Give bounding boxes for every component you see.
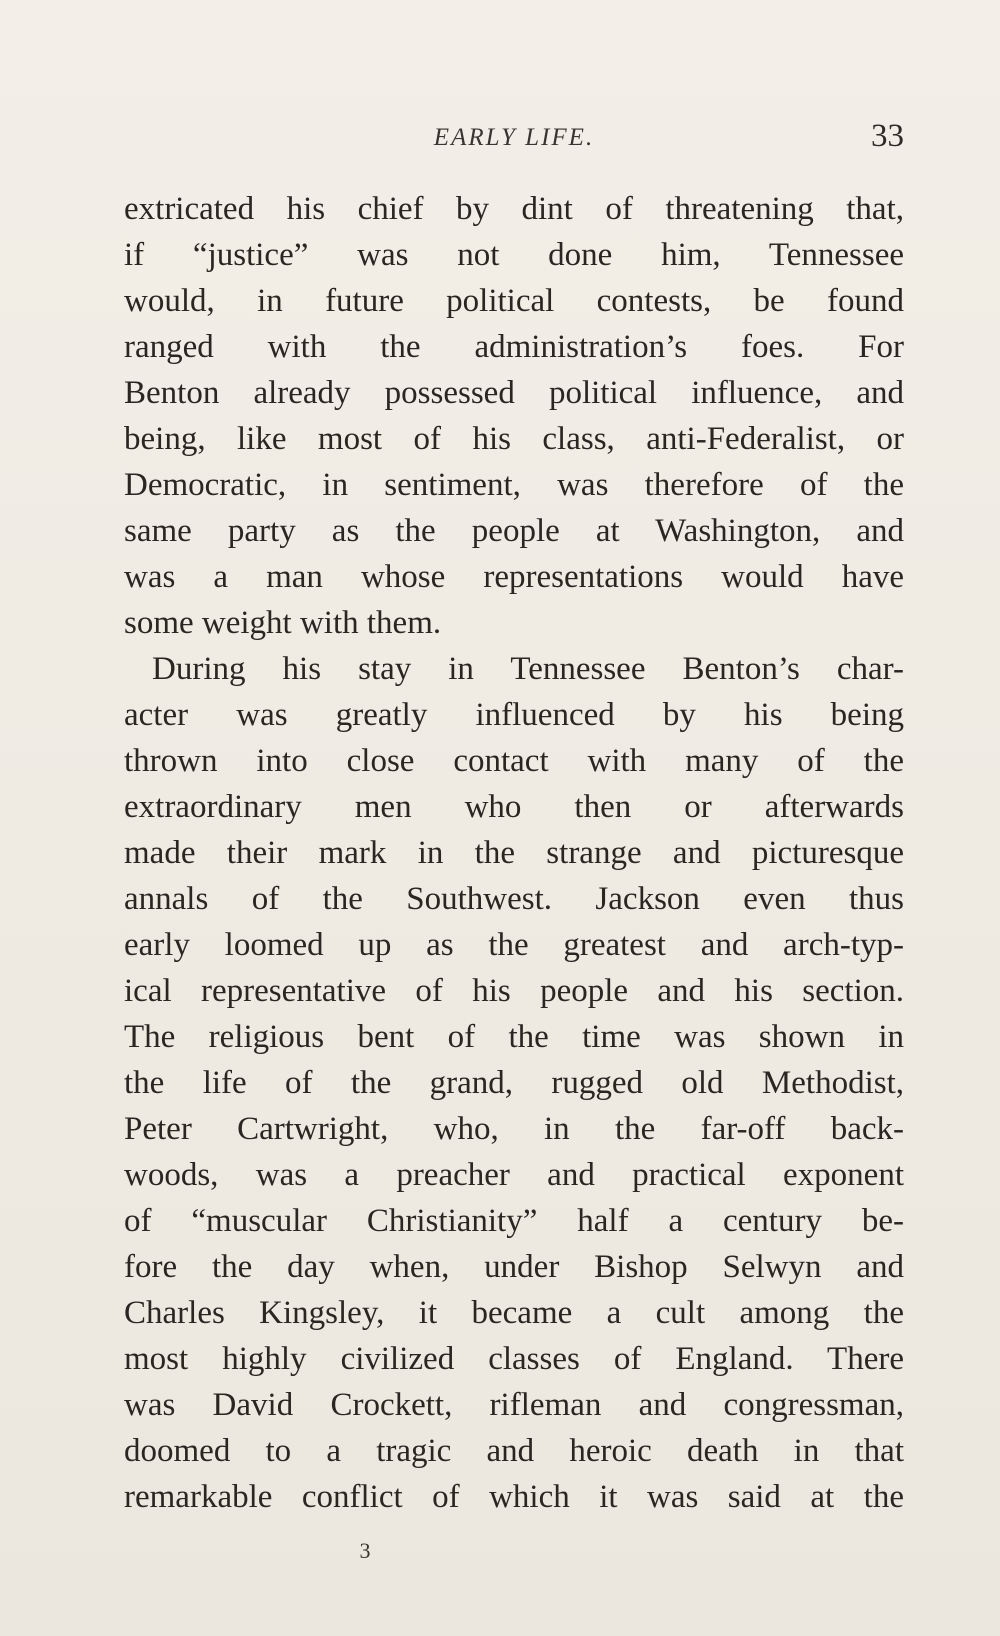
text-line: if “justice” was not done him, Tennessee — [124, 237, 904, 273]
text-line: of “muscular Christianity” half a century be- — [124, 1203, 904, 1239]
signature-mark: 3 — [359, 1538, 371, 1563]
text-line: Charles Kingsley, it became a cult among the — [124, 1295, 904, 1331]
text-line: most highly civilized classes of England. There — [124, 1341, 904, 1377]
text-line: thrown into close contact with many of the — [124, 743, 904, 779]
text-line: extraordinary men who then or afterwards — [124, 789, 904, 825]
text-line: woods, was a preacher and practical exponent — [124, 1157, 904, 1193]
text-line: The religious bent of the time was shown in — [124, 1019, 904, 1055]
text-line: made their mark in the strange and picturesque — [124, 835, 904, 871]
running-head — [124, 118, 904, 158]
text-line: being, like most of his class, anti-Federalist, or — [124, 421, 904, 457]
text-line: fore the day when, under Bishop Selwyn and — [124, 1249, 904, 1285]
text-line: the life of the grand, rugged old Methodist, — [124, 1065, 904, 1101]
text-line: Democratic, in sentiment, was therefore of the — [124, 467, 904, 503]
text-line: early loomed up as the greatest and arch-typ- — [124, 927, 904, 963]
page-number: 33 — [871, 118, 904, 154]
text-line: some weight with them. — [124, 605, 442, 641]
text-line: doomed to a tragic and heroic death in that — [124, 1433, 904, 1469]
text-line: ical representative of his people and his section. — [124, 973, 904, 1009]
body-text — [124, 186, 904, 1520]
text-line: annals of the Southwest. Jackson even thus — [124, 881, 904, 917]
text-line: same party as the people at Washington, and — [124, 513, 904, 549]
text-line: ranged with the administration’s foes. For — [124, 329, 904, 365]
text-line: was a man whose representations would have — [124, 559, 904, 595]
text-line: Peter Cartwright, who, in the far-off back- — [124, 1111, 904, 1147]
text-line: would, in future political contests, be found — [124, 283, 904, 319]
text-line: was David Crockett, rifleman and congressman, — [124, 1387, 904, 1423]
text-line: remarkable conflict of which it was said at the — [124, 1479, 904, 1515]
text-line: During his stay in Tennessee Benton’s char- — [152, 651, 904, 687]
running-title: EARLY LIFE. — [433, 124, 595, 151]
text-line: Benton already possessed political influence, and — [124, 375, 904, 411]
text-line: extricated his chief by dint of threatening that, — [124, 191, 904, 227]
text-line: acter was greatly influenced by his being — [124, 697, 904, 733]
